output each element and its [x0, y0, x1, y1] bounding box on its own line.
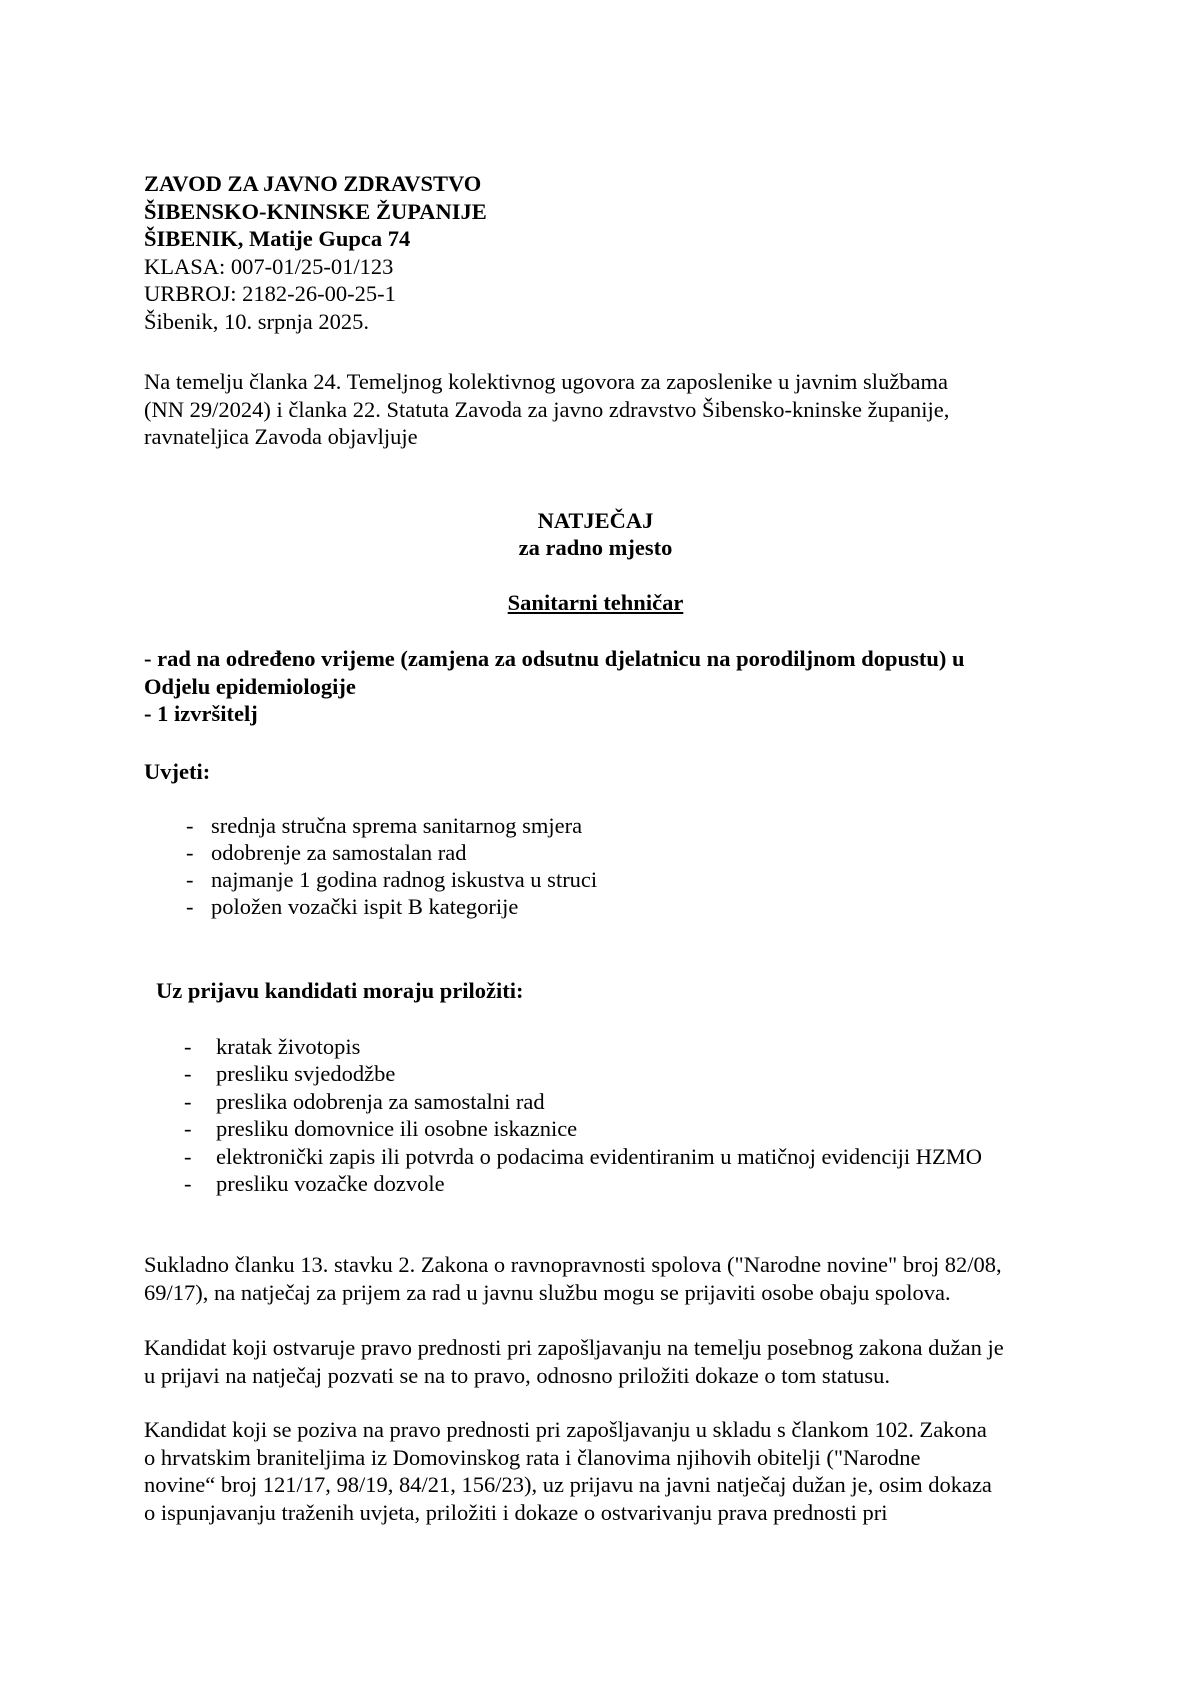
job-details-line: - 1 izvršitelj — [144, 701, 258, 726]
attachments-item: preslika odobrenja za samostalni rad — [216, 1089, 545, 1114]
conditions-item: najmanje 1 godina radnog iskustva u struci — [211, 867, 598, 892]
attachments-item: kratak životopis — [216, 1034, 361, 1059]
attachments-item: presliku domovnice ili osobne iskaznice — [216, 1116, 578, 1141]
veterans-paragraph — [144, 1416, 1074, 1526]
document-header — [144, 170, 1074, 335]
urbroj-reference: URBROJ: 2182-26-00-25-1 — [144, 281, 396, 306]
conditions-item: odobrenje za samostalan rad — [211, 840, 467, 865]
paragraph-line: Sukladno članku 13. stavku 2. Zakona o ravnopravnosti spolova ("Narodne novine" broj 82/08, — [144, 1252, 1002, 1277]
list-bullet: - — [184, 1061, 192, 1086]
intro-line: ravnateljica Zavoda objavljuje — [144, 424, 418, 449]
institution-address: ŠIBENIK, Matije Gupca 74 — [144, 226, 411, 251]
position-name: Sanitarni tehničar — [507, 590, 684, 615]
list-bullet: - — [184, 1116, 192, 1141]
institution-name-line2: ŠIBENSKO-KNINSKE ŽUPANIJE — [144, 198, 487, 224]
paragraph-line: o ispunjavanju traženih uvjeta, priložiti i dokaze o ostvarivanju prava prednosti pri — [144, 1499, 888, 1525]
list-bullet: - — [186, 813, 194, 838]
document-date: Šibenik, 10. srpnja 2025. — [144, 308, 369, 334]
list-bullet: - — [184, 1144, 192, 1169]
paragraph-line: o hrvatskim braniteljima iz Domovinskog rata i članovima njihovih obitelji ("Narodne — [144, 1444, 921, 1470]
paragraph-line: Kandidat koji se poziva na pravo prednosti pri zapošljavanju u skladu s člankom 102. Zakona — [144, 1417, 987, 1442]
klasa-reference: KLASA: 007-01/25-01/123 — [144, 253, 394, 279]
attachments-item: elektronički zapis ili potvrda o podacima evidentiranim u matičnoj evidenciji HZMO — [216, 1144, 983, 1169]
list-bullet: - — [186, 894, 194, 919]
equality-paragraph — [144, 1251, 1074, 1306]
conditions-item: položen vozački ispit B kategorije — [211, 894, 519, 919]
list-bullet: - — [184, 1034, 192, 1059]
paragraph-line: Kandidat koji ostvaruje pravo prednosti pri zapošljavanju na temelju posebnog zakona dužan je — [144, 1335, 1004, 1360]
attachments-item: presliku svjedodžbe — [216, 1061, 396, 1086]
conditions-item: srednja stručna sprema sanitarnog smjera — [211, 813, 583, 838]
paragraph-line: 69/17), na natječaj za prijem za rad u javnu službu mogu se prijaviti osobe obaju spolova. — [144, 1279, 951, 1305]
job-details-line: Odjelu epidemiologije — [144, 673, 356, 699]
paragraph-line: novine“ broj 121/17, 98/19, 84/21, 156/23), uz prijavu na javni natječaj dužan je, osim dokaza — [144, 1472, 992, 1497]
attachments-item: presliku vozačke dozvole — [216, 1171, 445, 1196]
conditions-list — [0, 812, 1191, 922]
attachments-list — [0, 1033, 1191, 1198]
document-title: NATJEČAJ — [537, 508, 654, 533]
institution-name-line1: ZAVOD ZA JAVNO ZDRAVSTVO — [144, 171, 482, 196]
list-bullet: - — [184, 1089, 192, 1114]
document-subtitle: za radno mjesto — [518, 535, 673, 560]
attachments-heading: Uz prijavu kandidati moraju priložiti: — [156, 978, 524, 1003]
paragraph-line: u prijavi na natječaj pozvati se na to pravo, odnosno priložiti dokaze o tom statusu. — [144, 1362, 891, 1388]
list-bullet: - — [184, 1171, 192, 1196]
priority-paragraph — [144, 1334, 1074, 1389]
job-details-line: - rad na određeno vrijeme (zamjena za odsutnu djelatnicu na porodiljnom dopustu) u — [144, 646, 965, 671]
list-bullet: - — [186, 840, 194, 865]
intro-line: Na temelju članka 24. Temeljnog kolektivnog ugovora za zaposlenike u javnim službama — [144, 369, 949, 394]
position-title — [0, 589, 1191, 617]
intro-line: (NN 29/2024) i članka 22. Statuta Zavoda za javno zdravstvo Šibensko-kninske županije, — [144, 396, 950, 422]
job-details — [144, 645, 1074, 728]
conditions-heading: Uvjeti: — [144, 759, 211, 784]
list-bullet: - — [186, 867, 194, 892]
intro-paragraph — [144, 368, 1074, 451]
